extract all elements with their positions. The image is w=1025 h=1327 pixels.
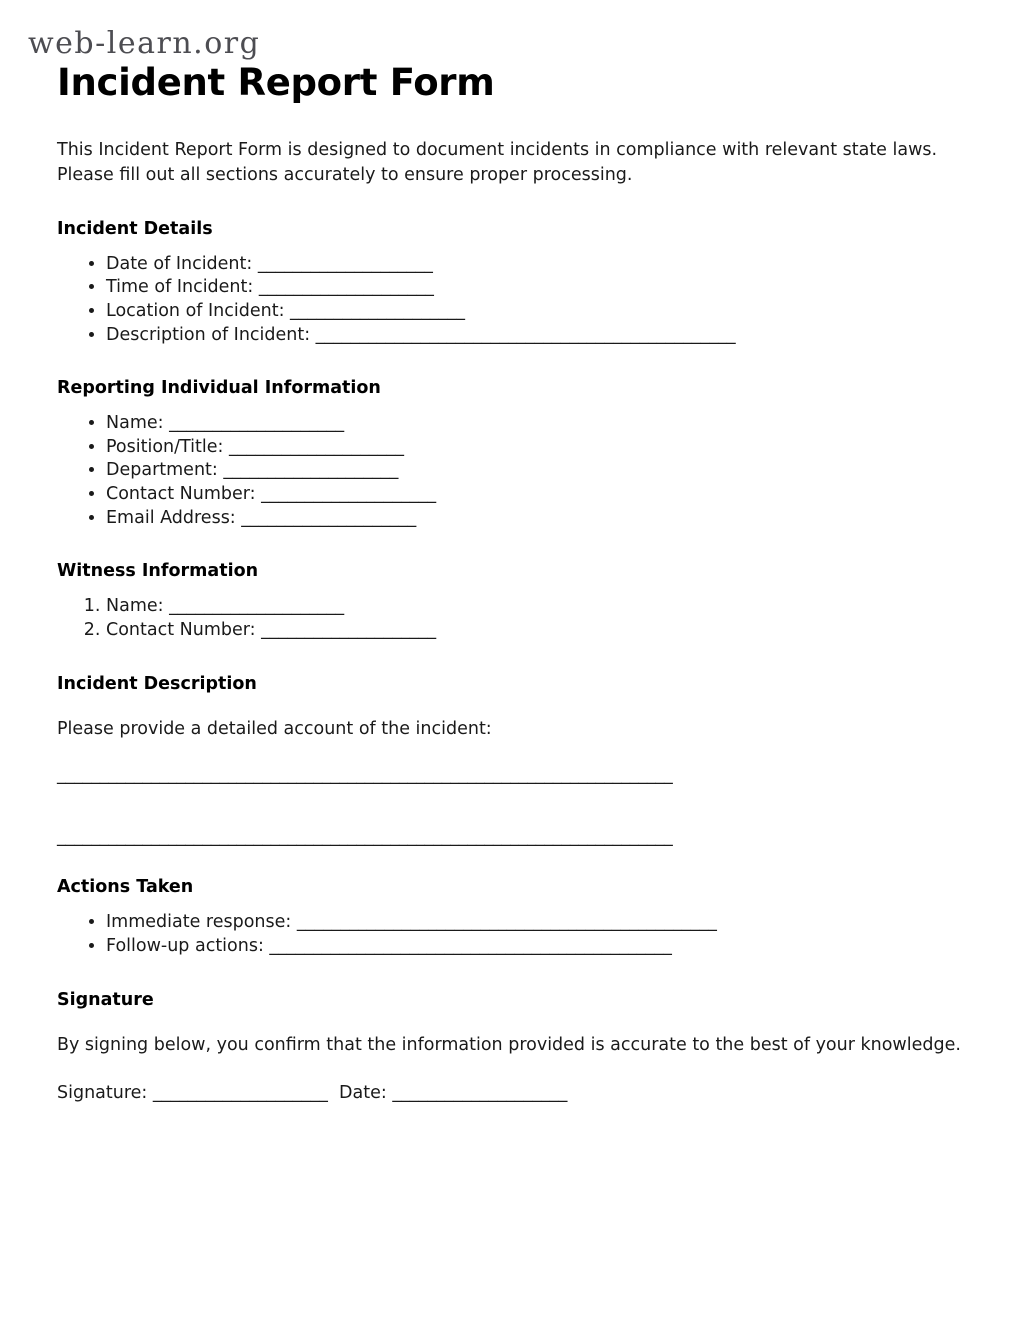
signature-statement: By signing below, you confirm that the information provided is accurate to the best of your knowledge.: [57, 1034, 961, 1055]
date-blank: Date: ____________________: [339, 1082, 568, 1103]
section-heading-reporting-individual: Reporting Individual Information: [57, 378, 381, 399]
section-heading-incident-description: Incident Description: [57, 673, 257, 694]
list-item: • Description of Incident: ________________________________________________: [106, 324, 980, 348]
reporting-individual-list: [28, 412, 980, 530]
list-item: • Contact Number: ____________________: [106, 483, 980, 507]
section-heading-actions-taken: Actions Taken: [57, 877, 194, 898]
list-item: 2. Contact Number: ____________________: [106, 619, 980, 643]
list-item: • Date of Incident: ____________________: [106, 253, 980, 277]
list-item: • Immediate response: ________________________________________________: [106, 911, 980, 935]
list-item: • Time of Incident: ____________________: [106, 276, 980, 300]
section-heading-witness-information: Witness Information: [57, 561, 259, 582]
intro-paragraph: This Incident Report Form is designed to document incidents in compliance with relevant state laws. Please fill out all sections accurately to ensure proper processing.: [57, 140, 938, 185]
page-title: Incident Report Form: [57, 60, 495, 104]
signature-date-line: [57, 1082, 980, 1106]
list-item: • Position/Title: ____________________: [106, 436, 980, 460]
section-heading-incident-details: Incident Details: [57, 218, 213, 239]
list-item: • Email Address: ____________________: [106, 507, 980, 531]
list-item: • Name: ____________________: [106, 412, 980, 436]
site-watermark: web-learn.org: [28, 26, 261, 61]
section-heading-signature: Signature: [57, 989, 154, 1010]
actions-taken-list: [28, 911, 980, 958]
list-item: • Department: ____________________: [106, 459, 980, 483]
list-item: • Follow-up actions: ______________________________________________: [106, 935, 980, 959]
incident-description-prompt: Please provide a detailed account of the incident:: [57, 718, 492, 739]
list-item: • Location of Incident: ____________________: [106, 300, 980, 324]
witness-information-list: [28, 595, 980, 642]
list-item: 1. Name: ____________________: [106, 595, 980, 619]
incident-details-list: [28, 253, 980, 348]
description-write-in-line-1: ________________________________________________________________________: [57, 765, 673, 786]
signature-blank: Signature: ____________________: [57, 1082, 328, 1103]
description-write-in-line-2: ________________________________________________________________________: [57, 826, 673, 847]
